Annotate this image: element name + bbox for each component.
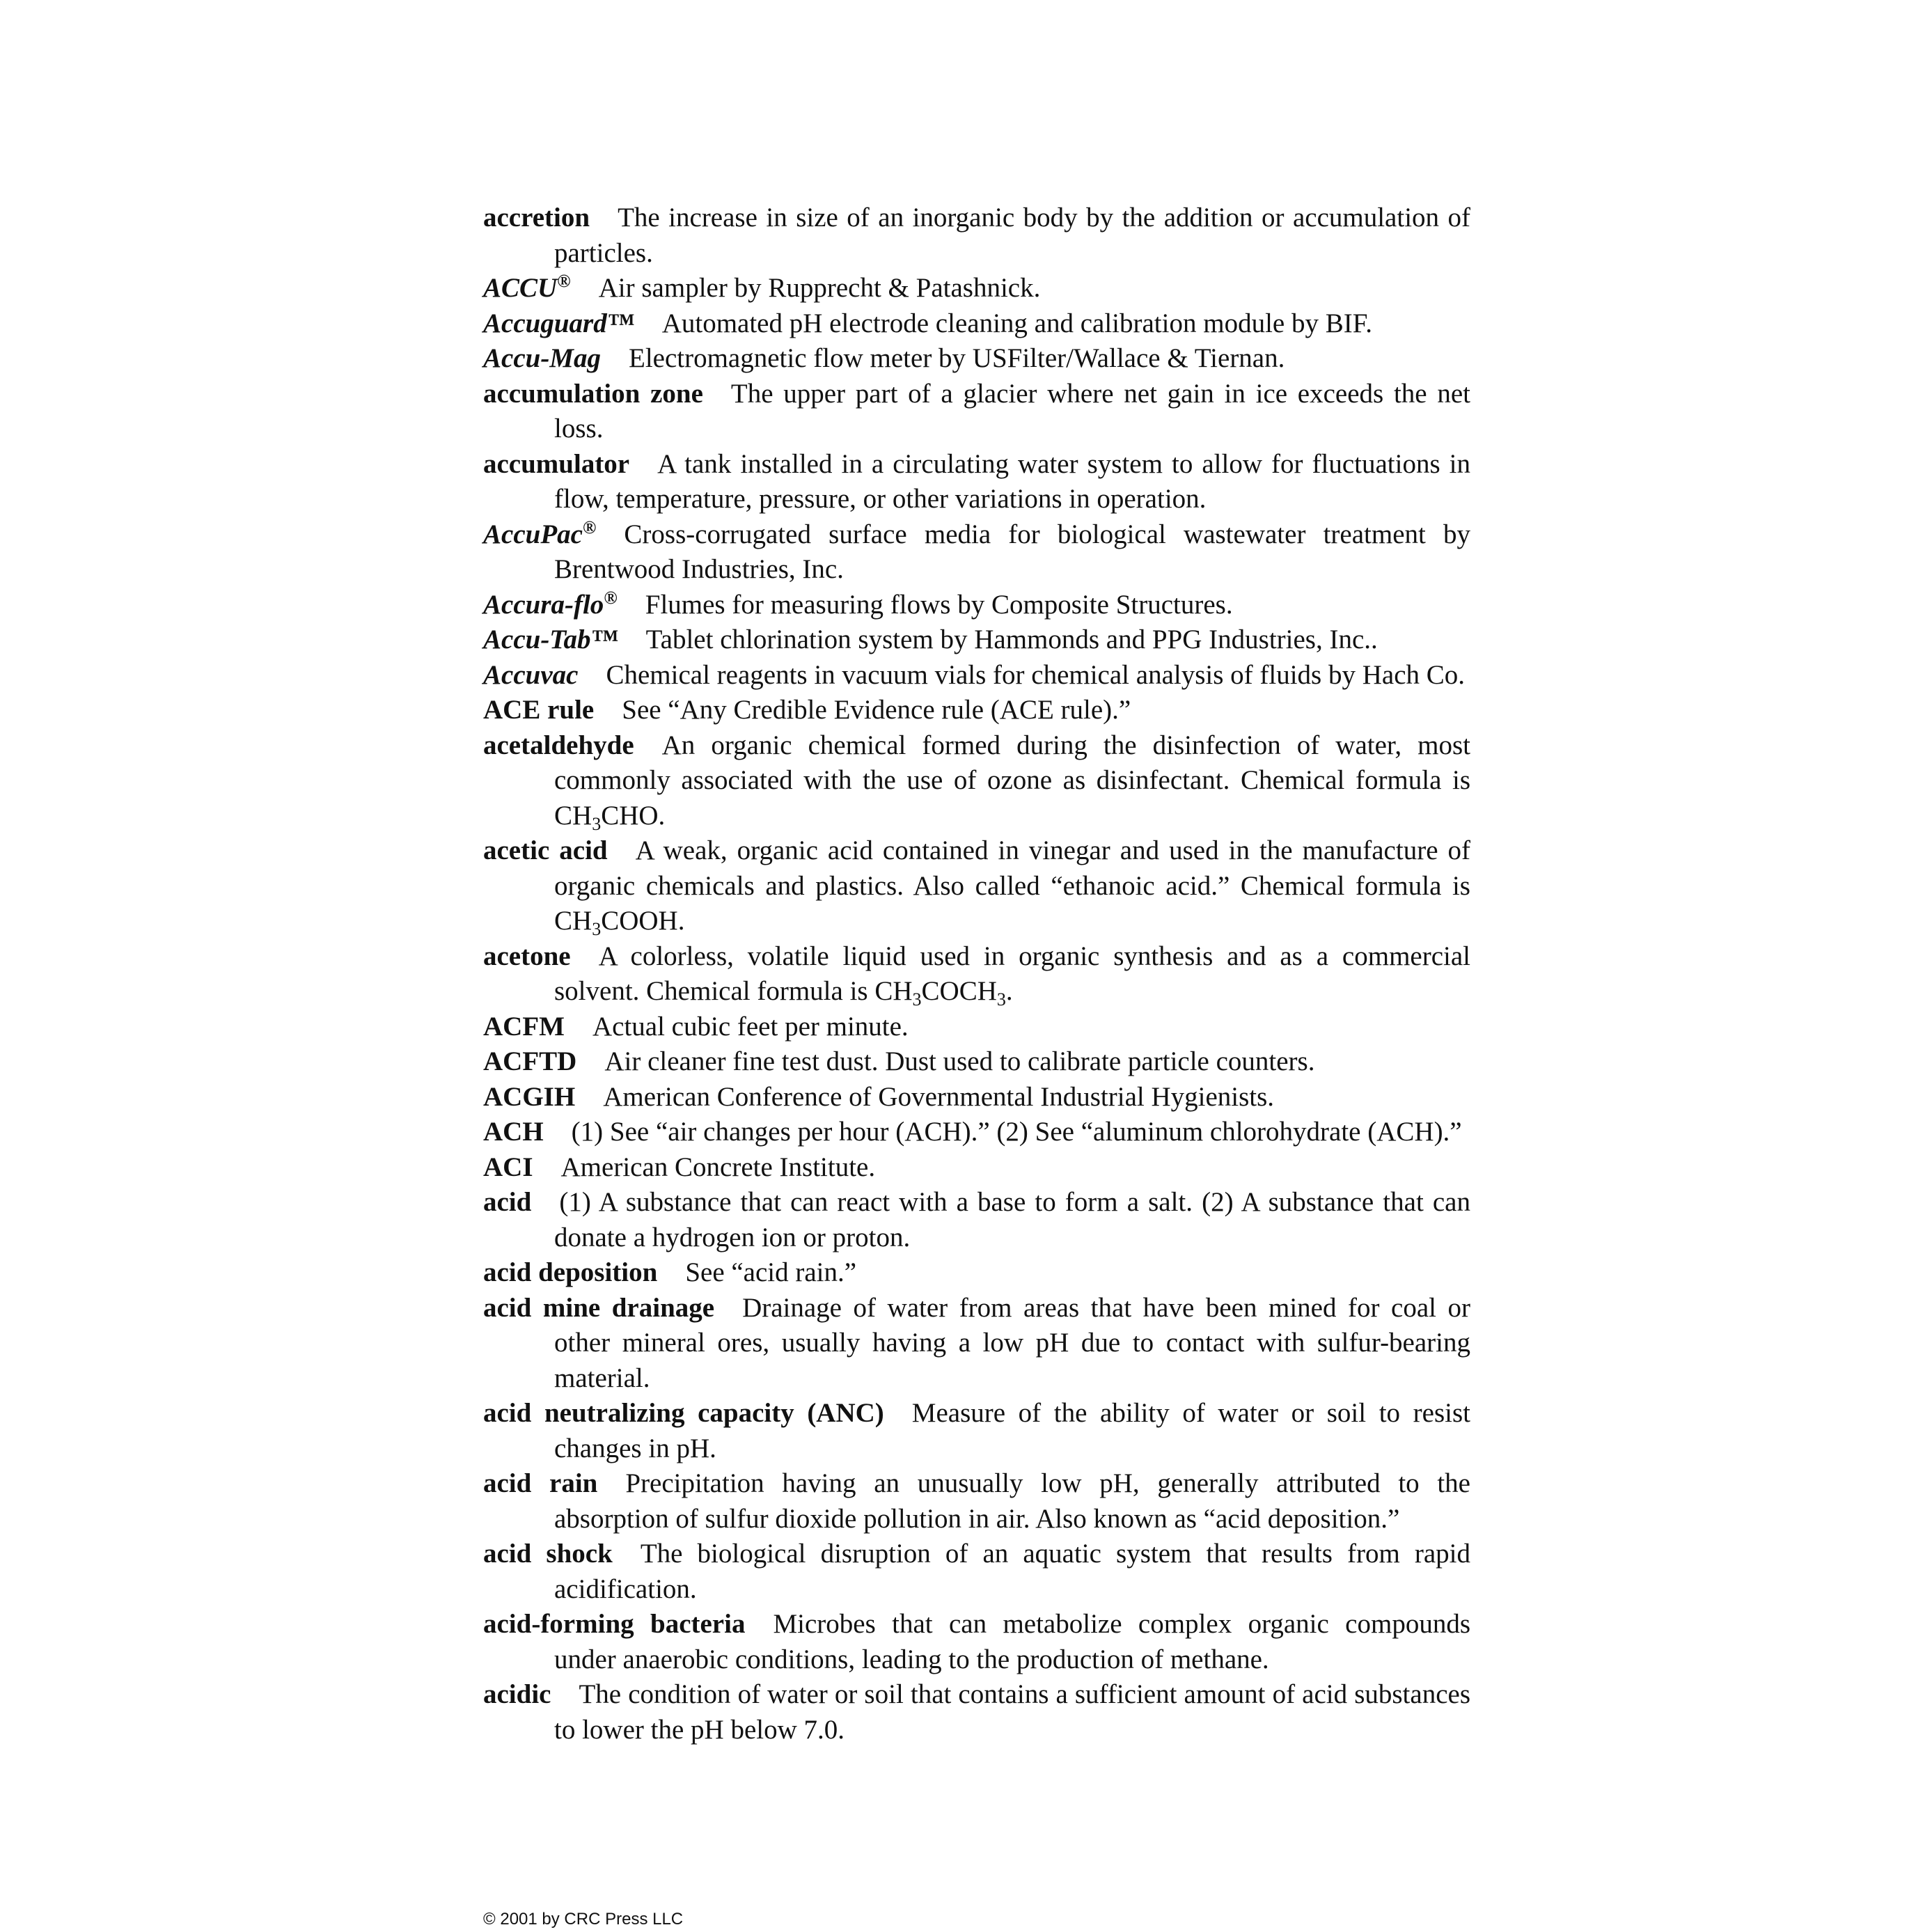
- glossary-entry: [483, 517, 1470, 588]
- entry-definition: [629, 343, 1285, 373]
- entry-term-text: acid deposition: [483, 1257, 658, 1287]
- definition-text: Precipitation having an unusually low pH, generally attributed to the absorption of sulfur dioxide pollution in air. Also known as “acid deposition.”: [554, 1468, 1470, 1534]
- glossary-entry: [483, 939, 1470, 1010]
- glossary-entry: [483, 341, 1470, 377]
- entry-term-text: ACFTD: [483, 1046, 577, 1076]
- entry-term: [483, 730, 634, 760]
- definition-text: Actual cubic feet per minute.: [592, 1011, 909, 1042]
- glossary-entry: [483, 1466, 1470, 1537]
- definition-text: A tank installed in a circulating water system to allow for fluctuations in flow, temperature, pressure, or other variations in operation.: [554, 448, 1470, 514]
- entry-definition: [646, 625, 1378, 654]
- formula-subscript: 3: [592, 813, 602, 834]
- glossary-entry: [483, 306, 1470, 342]
- definition-text: (1) A substance that can react with a base to form a salt. (2) A substance that can donate a hydrogen ion or proton.: [554, 1187, 1470, 1252]
- entry-term: [483, 1609, 745, 1639]
- definition-text: (1) See “air changes per hour (ACH).” (2) See “aluminum chlorohydrate (ACH).”: [571, 1117, 1462, 1147]
- entry-definition: [554, 1539, 1470, 1604]
- entry-term: [483, 1117, 544, 1147]
- entry-term: [483, 1082, 575, 1112]
- definition-text: COOH.: [601, 906, 685, 936]
- entry-term-text: acetone: [483, 941, 571, 971]
- entry-term: [483, 1046, 576, 1076]
- glossary-entry: [483, 693, 1470, 728]
- entry-definition: [592, 1012, 909, 1042]
- entry-term: [483, 343, 601, 373]
- definition-text: The increase in size of an inorganic body by the addition or accumulation of particles.: [554, 203, 1470, 268]
- entry-term: [483, 941, 571, 971]
- entry-term: [483, 660, 578, 690]
- definition-text: Chemical reagents in vacuum vials for chemical analysis of fluids by Hach Co.: [606, 659, 1466, 690]
- entry-definition: [554, 203, 1470, 268]
- definition-text: Air cleaner fine test dust. Dust used to calibrate particle counters.: [604, 1046, 1315, 1076]
- glossary-entry: [483, 1150, 1470, 1186]
- entry-term: [483, 379, 703, 409]
- definition-text: .: [1005, 976, 1013, 1006]
- entry-definition: [622, 695, 1131, 725]
- trademark-mark: ®: [557, 271, 571, 291]
- entry-term: [483, 1539, 613, 1569]
- entry-term-text: ACI: [483, 1152, 533, 1182]
- entry-definition: [685, 1257, 856, 1287]
- definition-text: Measure of the ability of water or soil to resist changes in pH.: [554, 1398, 1470, 1463]
- entry-term: [483, 1012, 565, 1042]
- entry-term-text: accumulator: [483, 448, 630, 479]
- glossary-entry: [483, 201, 1470, 271]
- entry-term-text: acidic: [483, 1679, 551, 1709]
- entry-term: [483, 695, 594, 725]
- entry-term: [483, 308, 634, 338]
- entry-term: [483, 1679, 551, 1709]
- entry-term: [483, 1257, 657, 1287]
- entry-term: [483, 587, 618, 620]
- glossary-entry: [483, 447, 1470, 517]
- entry-term: [483, 273, 571, 303]
- glossary-entry: [483, 1607, 1470, 1677]
- glossary-entries: [483, 201, 1470, 1748]
- entry-term-text: acid shock: [483, 1539, 613, 1569]
- entry-term: [483, 519, 596, 549]
- definition-text: See “acid rain.”: [685, 1257, 857, 1287]
- glossary-entry: [483, 1115, 1470, 1150]
- definition-text: Tablet chlorination system by Hammonds and PPG Industries, Inc..: [645, 625, 1378, 654]
- entry-term: [483, 1187, 531, 1217]
- glossary-entry: [483, 1044, 1470, 1080]
- formula-subscript: 3: [996, 989, 1006, 1010]
- entry-definition: [554, 1468, 1470, 1534]
- definition-text: American Concrete Institute.: [560, 1152, 876, 1182]
- glossary-entry: [483, 728, 1470, 834]
- entry-term: [483, 203, 590, 233]
- entry-definition: [554, 730, 1470, 834]
- trademark-mark: ®: [604, 587, 618, 608]
- glossary-entry: [483, 1080, 1470, 1115]
- glossary-entry: [483, 1255, 1470, 1291]
- entry-term-text: acid neutralizing capacity (ANC): [483, 1398, 884, 1428]
- entry-term-text: ACH: [483, 1117, 544, 1147]
- entry-definition: [599, 273, 1041, 303]
- entry-definition: [554, 835, 1470, 939]
- entry-definition: [554, 1187, 1470, 1252]
- entry-definition: [554, 449, 1470, 515]
- entry-term-text: AccuPac: [483, 519, 583, 549]
- definition-text: Drainage of water from areas that have been mined for coal or other mineral ores, usually having a low pH due to contact with sulfur-bearing material.: [554, 1292, 1470, 1393]
- entry-definition: [554, 1679, 1470, 1745]
- entry-term-text: acetaldehyde: [483, 730, 634, 760]
- entry-term-text: Accura-flo: [483, 589, 604, 620]
- glossary-entry: [483, 1185, 1470, 1255]
- entry-term-text: acid-forming bacteria: [483, 1609, 746, 1639]
- glossary-entry: [483, 622, 1470, 658]
- glossary-entry: [483, 1396, 1470, 1466]
- definition-text: A weak, organic acid contained in vinegar and used in the manufacture of organic chemicals and plastics. Also called “ethanoic acid.” Chemical formula is CH: [554, 835, 1470, 936]
- glossary-entry: [483, 271, 1470, 306]
- definition-text: Automated pH electrode cleaning and calibration module by BIF.: [661, 308, 1373, 338]
- definition-text: CHO.: [601, 800, 666, 831]
- glossary-entry: [483, 377, 1470, 447]
- definition-text: Microbes that can metabolize complex organic compounds under anaerobic conditions, leading to the production of methane.: [554, 1609, 1470, 1674]
- entry-term: [483, 1398, 884, 1428]
- entry-term-text: Accu-Mag: [483, 343, 601, 373]
- entry-definition: [606, 660, 1465, 690]
- entry-definition: [604, 1046, 1314, 1076]
- entry-definition: [554, 519, 1470, 585]
- entry-term: [483, 835, 608, 865]
- definition-text: An organic chemical formed during the disinfection of water, most commonly associated with the use of ozone as disinfectant. Chemical formula is CH: [554, 730, 1470, 831]
- definition-text: The biological disruption of an aquatic system that results from rapid acidification.: [554, 1539, 1471, 1604]
- formula-subscript: 3: [592, 919, 602, 939]
- entry-definition: [645, 590, 1233, 620]
- entry-term-text: acetic acid: [483, 835, 608, 865]
- copyright-footer: © 2001 by CRC Press LLC: [483, 1910, 684, 1929]
- definition-text: Electromagnetic flow meter by USFilter/Wallace & Tiernan.: [629, 343, 1285, 373]
- entry-definition: [662, 308, 1372, 338]
- entry-term-text: accretion: [483, 203, 590, 233]
- definition-text: The upper part of a glacier where net gain in ice exceeds the net loss.: [554, 378, 1470, 443]
- entry-term: [483, 625, 618, 654]
- definition-text: The condition of water or soil that contains a sufficient amount of acid substances to lower the pH below 7.0.: [554, 1679, 1470, 1745]
- definition-text: Flumes for measuring flows by Composite Structures.: [645, 589, 1233, 620]
- definition-text: See “Any Credible Evidence rule (ACE rule).”: [622, 695, 1131, 725]
- formula-subscript: 3: [912, 989, 922, 1010]
- entry-term-text: acid: [483, 1187, 532, 1217]
- entry-term-text: Accu-Tab™: [483, 625, 618, 654]
- entry-term: [483, 449, 629, 479]
- glossary-entry: [483, 1010, 1470, 1045]
- entry-term-text: ACGIH: [483, 1081, 576, 1112]
- entry-term: [483, 1293, 714, 1323]
- definition-text: Air sampler by Rupprecht & Patashnick.: [598, 273, 1041, 303]
- entry-term: [483, 1468, 597, 1498]
- glossary-entry: [483, 658, 1470, 693]
- entry-term-text: acid rain: [483, 1468, 598, 1498]
- entry-definition: [554, 941, 1470, 1010]
- entry-term: [483, 1152, 533, 1182]
- definition-text: American Conference of Governmental Industrial Hygienists.: [603, 1081, 1275, 1112]
- entry-term-text: ACFM: [483, 1011, 565, 1042]
- glossary-entry: [483, 588, 1470, 623]
- entry-definition: [561, 1152, 876, 1182]
- definition-text: A colorless, volatile liquid used in organic synthesis and as a commercial solvent. Chemical formula is CH: [554, 941, 1470, 1006]
- entry-term-text: Accuvac: [483, 659, 579, 690]
- definition-text: COCH: [921, 976, 997, 1006]
- glossary-entry: [483, 833, 1470, 939]
- entry-definition: [603, 1082, 1274, 1112]
- entry-definition: [572, 1117, 1462, 1147]
- entry-term-text: ACCU: [483, 273, 558, 303]
- definition-text: Cross-corrugated surface media for biological wastewater treatment by Brentwood Industries, Inc.: [554, 519, 1470, 584]
- trademark-mark: ®: [582, 517, 597, 537]
- glossary-entry: [483, 1537, 1470, 1607]
- glossary-entry: [483, 1291, 1470, 1397]
- entry-term-text: Accuguard™: [483, 308, 634, 338]
- entry-term-text: acid mine drainage: [483, 1292, 715, 1323]
- entry-term-text: ACE rule: [483, 695, 595, 725]
- glossary-entry: [483, 1677, 1470, 1748]
- entry-term-text: accumulation zone: [483, 378, 703, 409]
